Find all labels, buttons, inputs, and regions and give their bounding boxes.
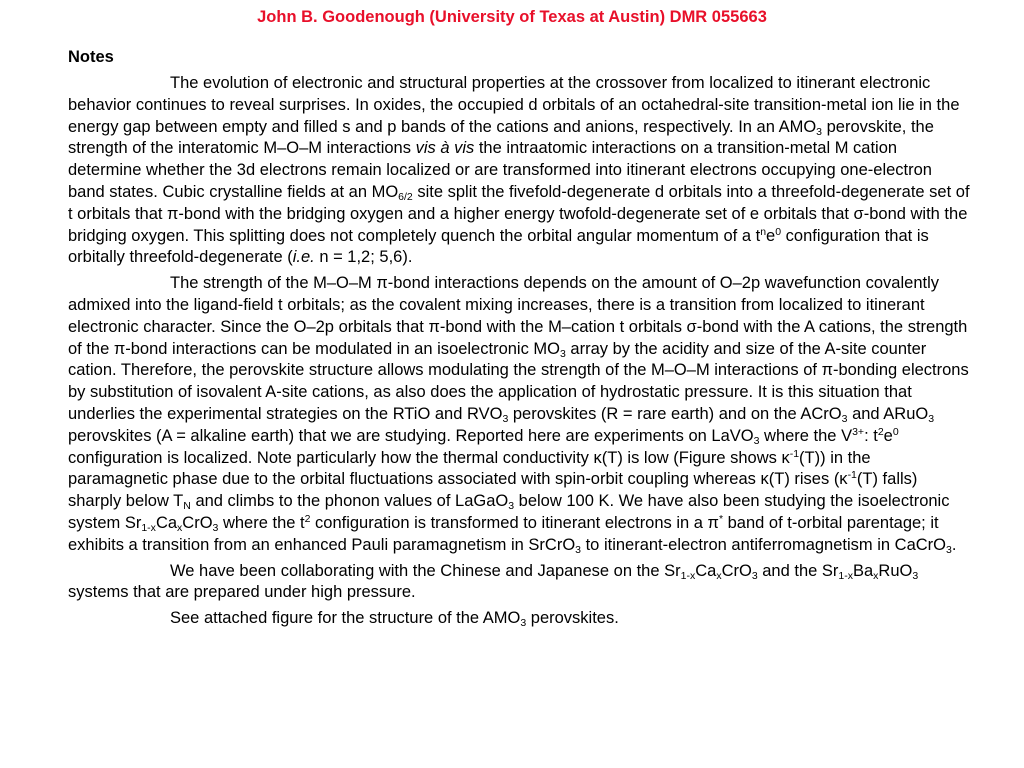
page-title: John B. Goodenough (University of Texas at Austin) DMR 055663 [257,8,767,26]
paragraph-3: We have been collaborating with the Chinese and Japanese on the $Sr_{1-x}Ca_xCrO_3$ and the $Sr_{1-x}Ba_xRuO_3$ systems that are prepared under high pressure. [68,561,919,602]
paragraph-2: The strength of the M–O–M π-bond interactions depends on the amount of O–2p wavefunction covalently admixed into the ligand-field t orbitals; as the covalent mixing increases, there is a transition from localized to itinerant electronic character. Since the O–2p orbitals that π-bond with the M–cation t orbitals σ-bond with the A cations, the strength of the π-bond interactions can be modulated in an isoelectronic $MO_3$ array by the acidity and size of the A-site counter cation. Therefore, the perovskite structure allows modulating the strength of the M–O–M interactions of π-bonding electrons by substitution of isovalent A-site cations, as also does the application of hydrostatic pressure. It is this situation that underlies the experimental strategies on the RTiO and $RVO_3$ perovskites (R = rare earth) and on the ACrO$_3$ and ARuO$_3$ perovskites (A = alkaline earth) that we are studying. Reported here are experiments on LaVO$_3$ where the $V^{3+}$: $t^2e^0$ configuration is localized. Note particularly how the thermal conductivity κ(T) is low (Figure shows $\kappa^{-1}(T)$) in the paramagnetic phase due to the orbital fluctuations associated with spin-orbit coupling whereas κ(T) rises ($\kappa^{-1}(T)$ falls) sharply below $T_N$ and climbs to the phonon values of LaGaO$_3$ below 100 K. We have also been studying the isoelectronic system $Sr_{1-x}Ca_xCrO_3$ where the $t^2$ configuration is transformed to itinerant electrons in a π* band of t-orbital parentage; it exhibits a transition from an enhanced Pauli paramagnetism in SrCrO$_3$ to itinerant-electron antiferromagnetism in CaCrO$_3$. [68,274,969,556]
paragraph-4: See attached figure for the structure of the $AMO_3$ perovskites. [170,609,619,630]
notes-heading: Notes [68,48,114,66]
notes-body [68,73,973,630]
paragraph-1: The evolution of electronic and structural properties at the crossover from localized to itinerant electronic behavior continues to reveal surprises. In oxides, the occupied d orbitals of an octahedral-site transition-metal ion lie in the energy gap between empty and filled s and p bands of the cations and anions, respectively. In an $AMO_3$ perovskite, the strength of the interatomic M–O–M interactions vis à vis the intraatomic interactions on a transition-metal M cation determine whether the 3d electrons remain localized or are transformed into itinerant electrons occupying one-electron band states. Cubic crystalline fields at an $MO_{6/2}$ site split the fivefold-degenerate d orbitals into a threefold-degenerate set of t orbitals that π-bond with the bridging oxygen and a higher energy twofold-degenerate set of e orbitals that σ-bond with the bridging oxygen. This splitting does not completely quench the orbital angular momentum of a $t^ne^0$ configuration that is orbitally threefold-degenerate (i.e. n = 1,2; 5,6). [68,74,970,267]
